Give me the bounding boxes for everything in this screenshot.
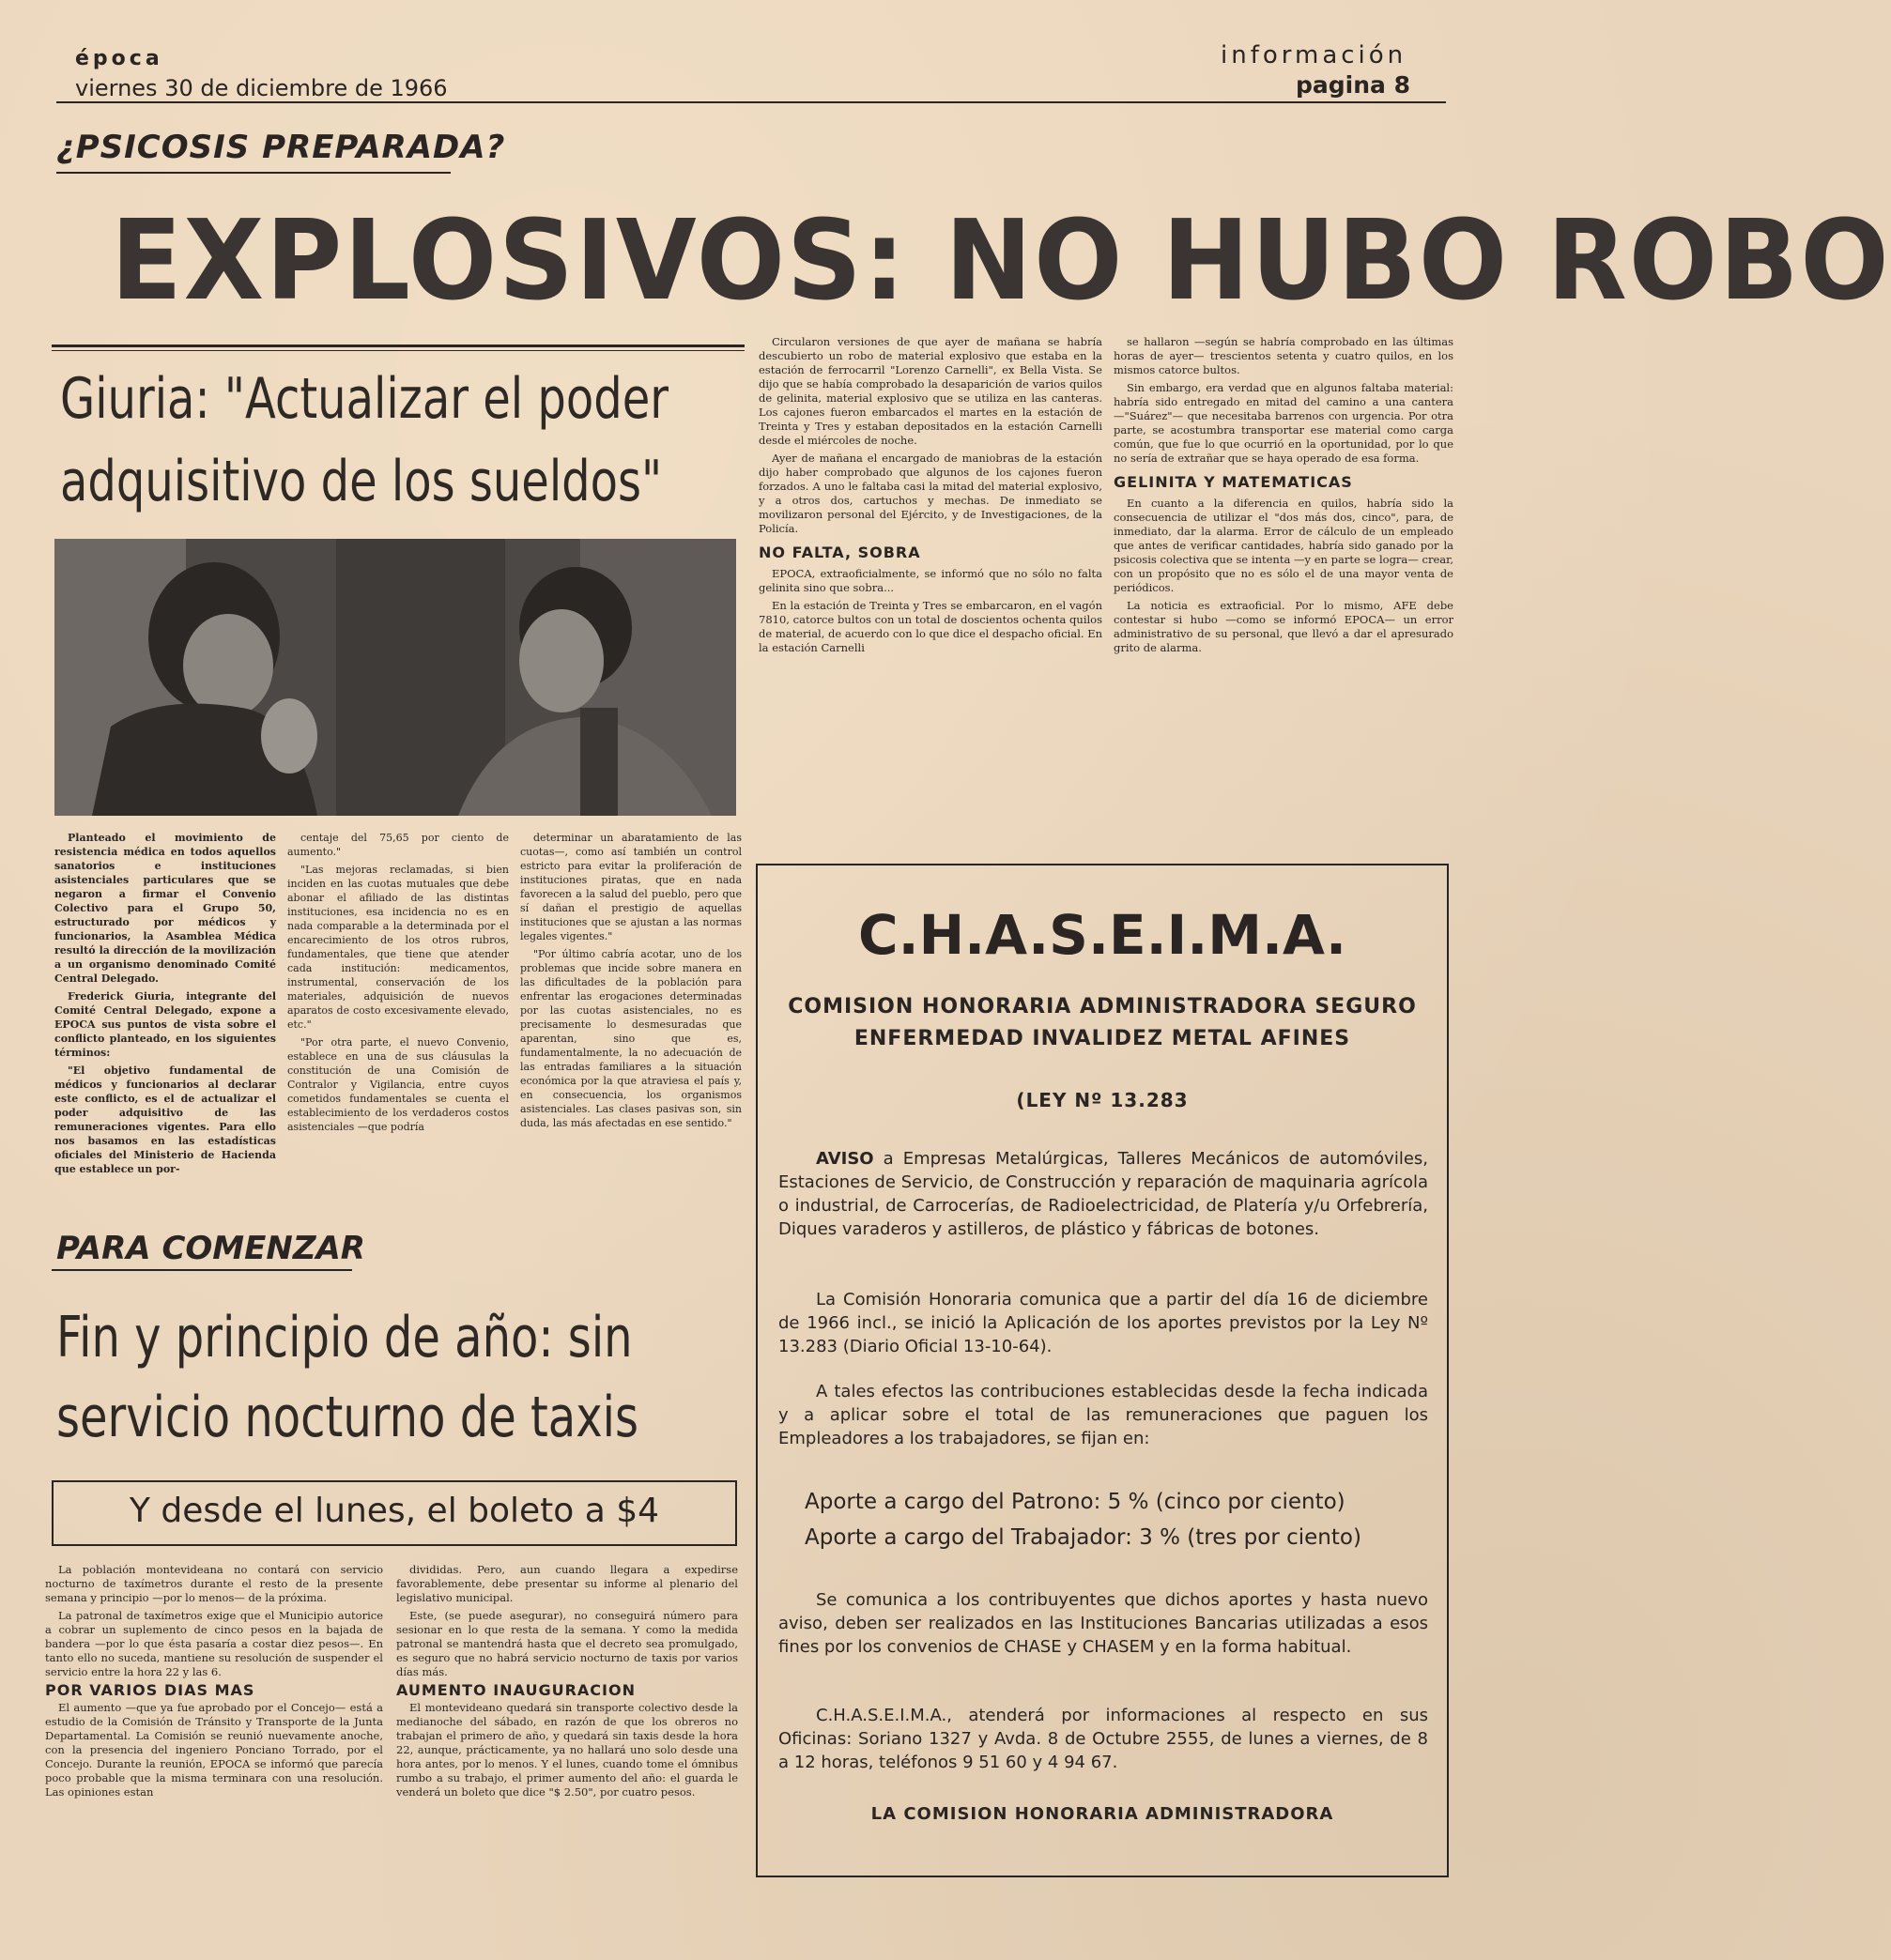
lead-paragraph: se hallaron —según se habría comprobado en las últimas horas de ayer— trescientos setenta y cuatro quilos, en los mismos catorce bultos. — [1114, 335, 1453, 376]
chaseima-ad — [756, 864, 1449, 1877]
kicker-rule — [56, 172, 451, 174]
lead-column-1 — [759, 335, 1102, 659]
ad-paragraph-text: La Comisión Honoraria comunica que a partir del día 16 de diciembre de 1966 incl., se inició la Aplicación de los aportes previstos por la Ley Nº 13.283 (Diario Oficial 13-10-64). — [778, 1290, 1428, 1356]
giuria-paragraph: centaje del 75,65 por ciento de aumento." — [287, 832, 509, 858]
ad-aviso-text: a Empresas Metalúrgicas, Talleres Mecánicos de automóviles, Estaciones de Servicio, de Construcción y reparación de maquinaria agrícola o industrial, de Carrocerías, de Radioelectricidad, de Platería y/u Orfebrería, Diques varaderos y astilleros, de plástico y fábricas de botones. — [778, 1149, 1428, 1239]
ad-rate-patrono: Aporte a cargo del Patrono: 5 % (cinco por ciento) — [805, 1490, 1345, 1514]
giuria-paragraph: Frederick Giuria, integrante del Comité Central Delegado, expone a EPOCA sus puntos de vista sobre el conflicto planteado, en los siguientes términos: — [54, 990, 276, 1059]
giuria-column-2 — [287, 831, 509, 1138]
giuria-column-1 — [54, 831, 276, 1180]
ad-paragraph-4 — [778, 1588, 1428, 1659]
giuria-paragraph: "Por último cabría acotar, uno de los problemas que incide sobre manera en las dificultades de la población para enfrentar las erogaciones determinadas por las cuotas asistenciales, no es precisamente lo desmesuradas que aparentan, sino que es, fundamentalmente, la no adecuación de las entradas familiares a la situación económica por la que atraviesa el país y, en consecuencia, los organismos asistenciales. Las clases pasivas son, sin duda, las más afectadas en ese sentido." — [520, 948, 742, 1129]
taxis-subhead-aumento: AUMENTO INAUGURACION — [396, 1681, 636, 1699]
lead-paragraph: Sin embargo, era verdad que en algunos faltaba material: habría sido entregado en mitad del camino a una cantera —"Suárez"— que necesitaba barrenos con urgencia. Por otra parte, se acostumbra transportar ese material como carga común, que fue lo que ocurrió en la oportunidad, por lo que no sería de extrañar que se haya operado de esa forma. — [1114, 381, 1453, 465]
giuria-paragraph: determinar un abaratamiento de las cuotas—, como así también un control estricto para evitar la proliferación de instituciones piratas, que en nada favorecen a la salud del pueblo, pero que sí dañan el prestigio de aquellas instituciones que se ajustan a las normas legales vigentes." — [520, 832, 742, 942]
ad-law: (LEY Nº 13.283 — [1016, 1089, 1189, 1111]
giuria-title-line-2: adquisitivo de los sueldos" — [60, 449, 663, 514]
taxis-title-line-1: Fin y principio de año: sin — [56, 1305, 633, 1370]
taxis-title-line-2: servicio nocturno de taxis — [56, 1385, 638, 1450]
giuria-paragraph: Planteado el movimiento de resistencia médica en todos aquellos sanatorios e instituciones asistenciales particulares que se negaron a firmar el Convenio Colectivo para el Grupo 50, estructurado por médicos y funcionarios, la Asamblea Médica resultó la dirección de la movilización a un organismo denominado Comité Central Delegado. — [54, 832, 276, 985]
lead-column-2 — [1114, 335, 1453, 659]
taxis-subhead-varios-dias: POR VARIOS DIAS MAS — [45, 1681, 255, 1699]
lead-paragraph: Ayer de mañana el encargado de maniobras de la estación dijo haber comprobado que algunos de los cajones fueron forzados. A uno le faltaba casi la mitad del material explosivo, y a otros dos, cartuchos y mechas. De inmediato se movilizaron personal del Ejército, y de Investigaciones, de la Policía. — [759, 452, 1102, 535]
taxis-paragraph: divididas. Pero, aun cuando llegara a expedirse favorablemente, debe presentar su informe al plenario del legislativo municipal. — [396, 1563, 738, 1604]
taxis-paragraph: La patronal de taxímetros exige que el Municipio autorice a cobrar un suplemento de cinco pesos en la bajada de bandera —por lo que ésta pasaría a costar diez pesos—. En tanto ello no suceda, mantiene su resolución de suspender el servicio entre la hora 22 y las 6. — [45, 1609, 383, 1678]
ad-signature: LA COMISION HONORARIA ADMINISTRADORA — [870, 1804, 1334, 1824]
photo-two-men-in-conversation — [54, 539, 736, 816]
ad-paragraph-text: C.H.A.S.E.I.M.A., atenderá por informaciones al respecto en sus Oficinas: Soriano 1327 y Avda. 8 de Octubre 2555, de lunes a viernes, de 8 a 12 horas, teléfonos 9 51 60 y 4 94 67. — [778, 1706, 1428, 1772]
taxis-fare-box — [52, 1480, 737, 1546]
masthead-section: información — [1221, 41, 1407, 69]
ad-paragraph-3 — [778, 1380, 1428, 1450]
news-photo — [54, 539, 736, 816]
taxis-kicker-rule — [52, 1269, 352, 1271]
taxis-kicker: PARA COMENZAR — [56, 1230, 365, 1267]
lead-paragraph: EPOCA, extraoficialmente, se informó que no sólo no falta gelinita sino que sobra... — [759, 567, 1102, 594]
page-number: pagina 8 — [1296, 71, 1410, 99]
ad-paragraph-2 — [778, 1288, 1428, 1358]
ad-paragraph-aviso — [778, 1147, 1428, 1241]
taxis-paragraph: El aumento —que ya fue aprobado por el Concejo— está a estudio de la Comisión de Tránsito y Transporte de la Junta Departamental. La Comisión se reunió nuevamente anoche, con la presencia del ingeniero Ponciano Torrado, por el Concejo. Durante la reunión, EPOCA se informó que parecía poco probable que la misma terminara con una resolución. Las opiniones estan — [45, 1701, 383, 1799]
taxis-paragraph: Este, (se puede asegurar), no conseguirá número para sesionar en lo que resta de la semana. Y como la medida patronal se mantendrá hasta que el decreto sea promulgado, es seguro que no habrá servicio nocturno de taxis por varios días más. — [396, 1609, 738, 1678]
headline-container — [111, 195, 1891, 325]
lead-kicker: ¿PSICOSIS PREPARADA? — [56, 129, 506, 166]
masthead-name: época — [75, 47, 163, 70]
giuria-paragraph: "El objetivo fundamental de médicos y funcionarios al declarar este conflicto, es el de actualizar el poder adquisitivo de las remuneraciones vigentes. Para ello nos basamos en las estadísticas oficiales del Ministerio de Hacienda que establece un por- — [54, 1064, 276, 1175]
lead-subhead-no-falta: NO FALTA, SOBRA — [759, 544, 921, 561]
ad-rate-trabajador: Aporte a cargo del Trabajador: 3 % (tres por ciento) — [805, 1525, 1361, 1550]
giuria-paragraph: "Las mejoras reclamadas, si bien inciden en las cuotas mutuales que debe abonar el afiliado de las distintas instituciones, esa incidencia no es en nada comparable a la determinada por el encarecimiento de los otros rubros, fundamentales, que tiene que atender cada institución: medicamentos, instrumental, conservación de los materiales, adquisición de nuevos aparatos de costo excesivamente elevado, etc." — [287, 864, 509, 1031]
giuria-column-3 — [520, 831, 742, 1134]
lead-paragraph: Circularon versiones de que ayer de mañana se habría descubierto un robo de material explosivo que estaba en la estación de ferrocarril "Lorenzo Carnelli", ex Bella Vista. Se dijo que se había comprobado la desaparición de varios quilos de gelinita, material explosivo que se utiliza en las canteras. Los cajones fueron embarcados el martes en la estación de Treinta y Tres y estaban depositados en la estación Carnelli desde el miércoles de noche. — [759, 335, 1102, 447]
section-rule-thin — [52, 350, 745, 351]
taxis-paragraph: La población montevideana no contará con servicio nocturno de taxímetros durante el resto de la presente semana y principio —por lo menos— de la próxima. — [45, 1563, 383, 1604]
ad-subtitle-2: ENFERMEDAD INVALIDEZ METAL AFINES — [853, 1027, 1351, 1050]
ad-subtitle-1: COMISION HONORARIA ADMINISTRADORA SEGURO — [788, 995, 1417, 1018]
lead-paragraph: En la estación de Treinta y Tres se embarcaron, en el vagón 7810, catorce bultos con un total de doscientos ochenta quilos de material, de acuerdo con lo que dice el despacho oficial. En la estación Carnelli — [759, 599, 1102, 654]
giuria-paragraph: "Por otra parte, el nuevo Convenio, establece en una de sus cláusulas la constitución de una Comisión de Contralor y Vigilancia, entre cuyos cometidos fundamentales se cuenta el establecimiento de los verdaderos costos asistenciales —que podría — [287, 1036, 509, 1133]
section-rule — [52, 345, 745, 347]
ad-aviso-lead: AVISO — [816, 1149, 874, 1169]
ad-paragraph-5 — [778, 1704, 1428, 1774]
masthead-date: viernes 30 de diciembre de 1966 — [75, 75, 448, 101]
taxis-paragraph: El montevideano quedará sin transporte colectivo desde la medianoche del sábado, en razón de que los obreros no trabajan el primero de año, y quedará sin taxis desde la hora 22, aunque, prácticamente, ya no hallará uno solo desde una hora antes, por lo menos. Y el lunes, cuando tome el ómnibus rumbo a su trabajo, el primer aumento del año: el guarda le venderá un boleto que dice "$ 2.50", por cuatro pesos. — [396, 1701, 738, 1799]
taxis-fare-box-text: Y desde el lunes, el boleto a $4 — [129, 1492, 660, 1530]
lead-paragraph: La noticia es extraoficial. Por lo mismo, AFE debe contestar si hubo —como se informó EPOCA— un error administrativo de su personal, que llevó a dar el apresurado grito de alarma. — [1114, 599, 1453, 654]
ad-paragraph-text: A tales efectos las contribuciones establecidas desde la fecha indicada y a aplicar sobre el total de las remuneraciones que paguen los Empleadores a los trabajadores, se fijan en: — [778, 1382, 1428, 1448]
taxis-column-1 — [45, 1563, 383, 1803]
giuria-title-line-1: Giuria: "Actualizar el poder — [60, 366, 669, 432]
ad-title: C.H.A.S.E.I.M.A. — [858, 903, 1346, 967]
ad-paragraph-text: Se comunica a los contribuyentes que dichos aportes y hasta nuevo aviso, deben ser realizados en las Instituciones Bancarias utilizadas a esos fines por los convenios de CHASE y CHASEM y en la forma habitual. — [778, 1590, 1428, 1657]
lead-subhead-gelinita: GELINITA Y MATEMATICAS — [1114, 473, 1353, 491]
lead-headline: EXPLOSIVOS: NO HUBO ROBO — [111, 195, 1891, 325]
taxis-column-2 — [396, 1563, 738, 1803]
lead-paragraph: En cuanto a la diferencia en quilos, habría sido la consecuencia de utilizar el "dos más dos, cinco", para, de inmediato, dar la alarma. Error de cálculo de un empleado que antes de verificar cantidades, habría sido ganado por la psicosis colectiva que se intenta —y en parte se logra— crear, con un propósito que no es sólo el de una mayor venta de periódicos. — [1114, 497, 1453, 594]
masthead-rule — [56, 101, 1446, 103]
